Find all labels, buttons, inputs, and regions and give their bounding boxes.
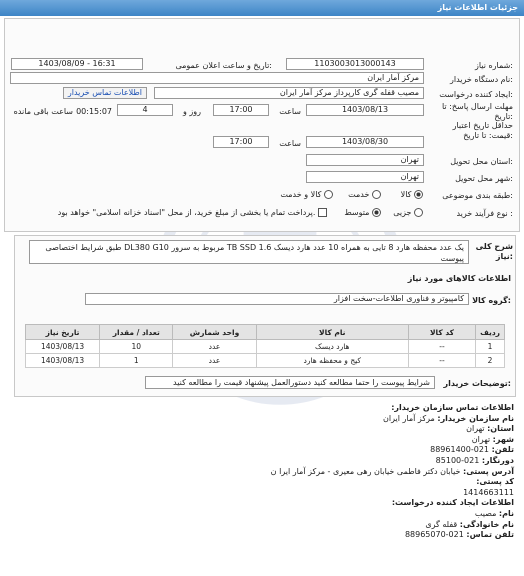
process-radio-minor[interactable]: [414, 208, 423, 217]
category-option-both[interactable]: کالا و خدمت: [280, 190, 333, 199]
validity-time-field[interactable]: 17:00: [213, 136, 269, 148]
page-header: [0, 0, 524, 16]
need-number-label: شماره نیاز:: [474, 61, 513, 70]
days-remaining-field[interactable]: 4: [117, 104, 173, 116]
province-field[interactable]: تهران: [306, 154, 424, 166]
postal-value: 1414663111: [463, 487, 514, 497]
validity-time-label: ساعت: [279, 139, 301, 148]
remaining-hours-label: ساعت باقی مانده: [13, 107, 73, 116]
city-field[interactable]: تهران: [306, 171, 424, 183]
buyer-contact-info-link[interactable]: اطلاعات تماس خریدار: [63, 87, 147, 99]
deadline-time-field[interactable]: 17:00: [213, 104, 269, 116]
category-radio-goods[interactable]: [414, 190, 423, 199]
buyer-name-field[interactable]: مرکز آمار ایران: [10, 72, 424, 84]
min-validity-label: حداقل تاریخ اعتبار قیمت: تا تاریخ:: [452, 121, 513, 140]
phone-label: تلفن:: [491, 445, 514, 455]
postal-label: کد پستی:: [476, 477, 514, 487]
cell-name: کیج و محفظه هارد: [256, 354, 408, 368]
category-label: طبقه بندی موضوعی:: [442, 191, 513, 200]
category-option-service[interactable]: خدمت: [348, 190, 381, 199]
process-type-label: نوع فرآیند خرید :: [456, 209, 513, 218]
cell-name: هارد دیسک: [256, 340, 408, 354]
table-row: [26, 354, 505, 368]
goods-group-field[interactable]: کامپیوتر و فناوری اطلاعات-سخت افزار: [85, 293, 469, 305]
goods-group-label: گروه کالا:: [472, 296, 511, 305]
summary-text: یک عدد محفظه هارد 8 تایی به همراه 10 عدد هارد دیسک TB SSD 1.6 مربوط به سرور DL380 G10 طبق شرایط اختصاصی پیوست: [29, 240, 469, 264]
contact-city-value: تهران: [471, 434, 491, 444]
col-row: ردیف: [476, 325, 505, 340]
process-radio-medium[interactable]: [372, 208, 381, 217]
last-name-value: قفله گری: [425, 519, 458, 529]
category-radio-both[interactable]: [324, 190, 333, 199]
address-label: آدرس پستی:: [463, 466, 514, 476]
validity-date-field[interactable]: 1403/08/30: [306, 136, 424, 148]
city-label: شهر محل تحویل:: [455, 174, 513, 183]
col-unit: واحد شمارش: [173, 325, 256, 340]
province-label: استان محل تحویل:: [450, 157, 513, 166]
address-value: خیابان دکتر فاطمی خیابان رهی معیری - مرکز آمار ایرا ن: [270, 466, 461, 476]
announce-datetime-field[interactable]: 1403/08/09 - 16:31: [11, 58, 143, 70]
buyer-notes-label: توضیحات خریدار:: [443, 379, 511, 388]
fax-label: دورنگار:: [481, 455, 514, 465]
cell-code: --: [408, 354, 475, 368]
goods-section: [14, 235, 516, 397]
cell-unit: عدد: [173, 354, 256, 368]
requester-label: ایجاد کننده درخواست:: [439, 90, 513, 99]
days-label: روز و: [183, 107, 201, 116]
contact-section-title: اطلاعات تماس سازمان خریدار:: [391, 403, 514, 412]
fax-value: 021-85100: [435, 455, 480, 465]
cell-row: 2: [476, 354, 505, 368]
category-radio-service[interactable]: [372, 190, 381, 199]
treasury-payment-checkbox[interactable]: [318, 208, 327, 217]
need-details-form: [4, 18, 520, 232]
cell-unit: عدد: [173, 340, 256, 354]
buyer-contact-info: [9, 403, 514, 541]
process-option-minor[interactable]: جزیی: [393, 208, 423, 217]
cell-row: 1: [476, 340, 505, 354]
requester-field[interactable]: مصیب قفله گری کارپرداز مرکز آمار ایران: [154, 87, 424, 99]
announce-datetime-label: تاریخ و ساعت اعلان عمومی:: [175, 61, 272, 70]
col-code: کد کالا: [408, 325, 475, 340]
process-option-medium[interactable]: متوسط: [344, 208, 381, 217]
need-number-field[interactable]: 1103003013000143: [286, 58, 424, 70]
cell-code: --: [408, 340, 475, 354]
table-row: [26, 340, 505, 354]
creator-phone-value: 021-88965070: [404, 530, 464, 540]
creator-phone-label: تلفن تماس:: [466, 530, 514, 540]
first-name-label: نام:: [498, 508, 514, 518]
cell-qty: 1: [100, 354, 173, 368]
cell-date: 1403/08/13: [26, 340, 100, 354]
col-date: تاریخ نیاز: [26, 325, 100, 340]
deadline-date-field[interactable]: 1403/08/13: [306, 104, 424, 116]
treasury-payment-option[interactable]: پرداخت تمام یا بخشی از مبلغ خرید، از محل "اسناد خزانه اسلامی" خواهد بود.: [58, 208, 327, 217]
org-value: مرکز آمار ایران: [383, 413, 435, 423]
first-name-value: مصیب: [474, 508, 497, 518]
category-option-goods[interactable]: کالا: [401, 190, 423, 199]
goods-section-title: اطلاعات کالاهای مورد نیاز: [407, 274, 511, 283]
page-title: جزئیات اطلاعات نیاز: [437, 3, 518, 12]
phone-value: 021-88961400: [430, 445, 490, 455]
remaining-time-label: 00:15:07: [76, 107, 112, 116]
creator-section-title: اطلاعات ایجاد کننده درخواست:: [391, 498, 514, 508]
deadline-time-label: ساعت: [279, 107, 301, 116]
goods-table: [25, 324, 505, 368]
col-qty: تعداد / مقدار: [100, 325, 173, 340]
summary-label: شرح کلی نیاز:: [475, 242, 513, 261]
buyer-name-label: نام دستگاه خریدار:: [449, 75, 513, 84]
contact-province-value: تهران: [466, 424, 485, 434]
col-name: نام کالا: [256, 325, 408, 340]
cell-date: 1403/08/13: [26, 354, 100, 368]
last-name-label: نام خانوادگی:: [459, 519, 514, 529]
cell-qty: 10: [100, 340, 173, 354]
buyer-notes-field: شرایط پیوست را حتما مطالعه کنید دستورالعمل پیشنهاد قیمت را مطالعه کنید: [145, 376, 435, 389]
contact-province-label: استان:: [487, 424, 514, 434]
deadline-label: مهلت ارسال پاسخ: تا تاریخ:: [441, 102, 513, 121]
org-label: نام سازمان خریدار:: [437, 413, 514, 423]
goods-table-header: [26, 325, 505, 340]
contact-city-label: شهر:: [492, 434, 514, 444]
